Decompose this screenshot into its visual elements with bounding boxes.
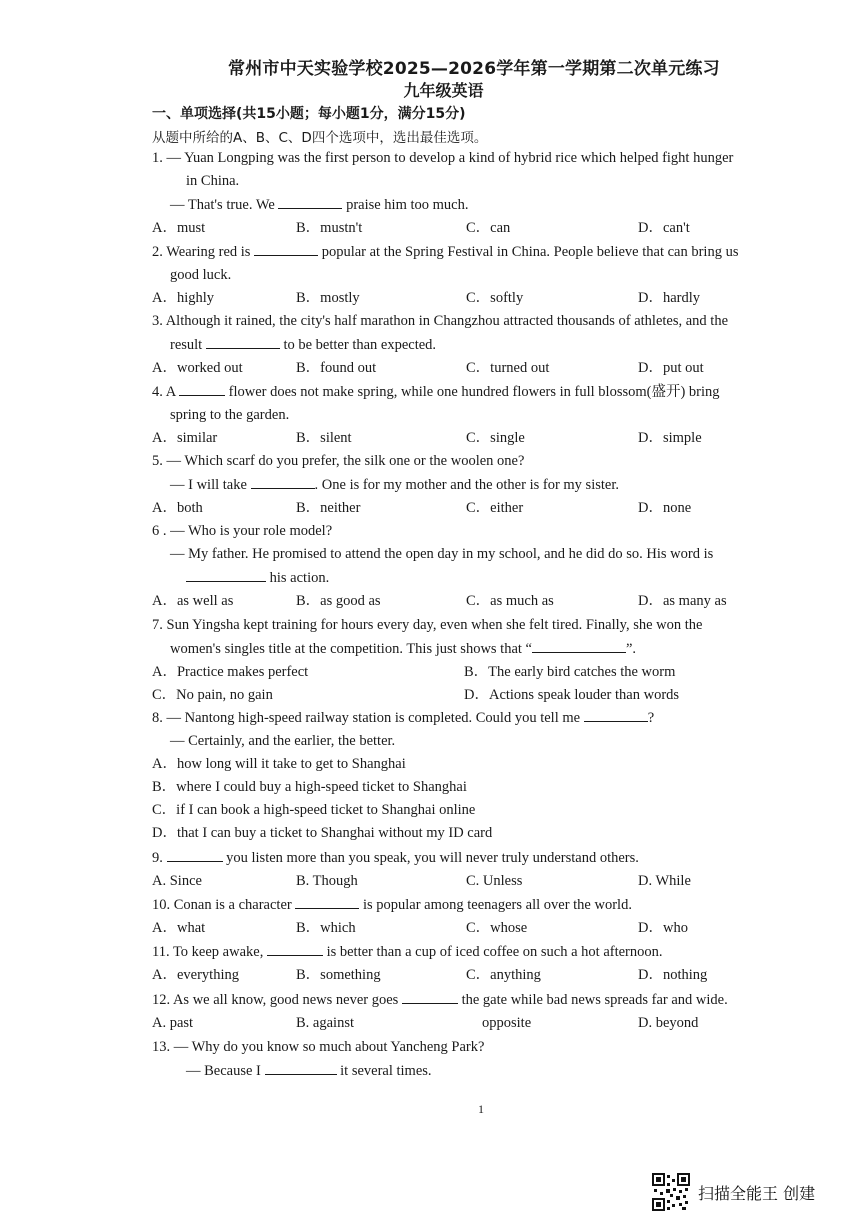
exam-subtitle: 九年级英语: [403, 81, 484, 100]
question-text: in China.: [186, 173, 240, 189]
options-row: [152, 684, 822, 707]
answer-blank: [167, 846, 223, 862]
options-row: [152, 427, 822, 450]
option-c[interactable]: C. Unless: [466, 873, 523, 889]
option-b[interactable]: B．something: [296, 967, 381, 983]
option-a[interactable]: A．must: [152, 220, 206, 236]
question-9: [152, 846, 822, 893]
question-13: [152, 1036, 822, 1083]
option-c[interactable]: C．anything: [466, 967, 541, 983]
question-text: 5. — Which scarf do you prefer, the silk one or the woolen one?: [152, 453, 525, 469]
options-row: [152, 357, 822, 380]
question-text: — That's true. We praise him too much.: [152, 193, 822, 217]
question-text: 10. Conan is a character is popular among teenagers all over the world.: [152, 893, 822, 917]
option-a[interactable]: A．Practice makes perfect: [152, 664, 309, 680]
options-row: [152, 217, 822, 240]
option-c[interactable]: C．as much as: [466, 593, 554, 609]
question-text: — I will take . One is for my mother and the other is for my sister.: [152, 473, 822, 497]
option-a[interactable]: A．as well as: [152, 593, 234, 609]
option-d[interactable]: D．hardly: [638, 290, 701, 306]
option-c[interactable]: C．No pain, no gain: [152, 687, 273, 703]
option-a[interactable]: A．worked out: [152, 360, 243, 376]
question-10: [152, 893, 822, 940]
answer-blank: [254, 240, 318, 256]
option-b[interactable]: B．The early bird catches the worm: [464, 664, 676, 680]
question-11: [152, 940, 822, 987]
scanner-brand-label: 扫描全能王 创建: [698, 1183, 816, 1203]
question-text: 4. A flower does not make spring, while one hundred flowers in full blossom(盛开) bring: [152, 380, 822, 404]
answer-blank: [295, 893, 359, 909]
option-a[interactable]: A．what: [152, 920, 206, 936]
answer-blank: [267, 940, 323, 956]
question-4: [152, 380, 822, 450]
option-c[interactable]: C．softly: [466, 290, 524, 306]
option-b[interactable]: B. against: [296, 1015, 354, 1031]
question-text: 12. As we all know, good news never goes the gate while bad news spreads far and wide.: [152, 988, 822, 1012]
options-row: [152, 497, 822, 520]
option-a[interactable]: A．how long will it take to get to Shanghai: [152, 756, 406, 772]
options-row: [152, 870, 822, 893]
option-d[interactable]: D．that I can buy a ticket to Shanghai without my ID card: [152, 825, 493, 841]
question-text: 1. — Yuan Longping was the first person to develop a kind of hybrid rice which helped fight hunger: [152, 150, 734, 166]
option-c[interactable]: C．either: [466, 500, 524, 516]
options-row: [152, 964, 822, 987]
option-a[interactable]: A．similar: [152, 430, 218, 446]
option-c[interactable]: C．turned out: [466, 360, 550, 376]
answer-blank: [265, 1059, 337, 1075]
option-d[interactable]: D. While: [638, 873, 691, 889]
answer-blank: [251, 473, 315, 489]
option-a[interactable]: A．everything: [152, 967, 239, 983]
question-text: 7. Sun Yingsha kept training for hours every day, even when she felt tired. Finally, she won the: [152, 617, 703, 633]
question-text: spring to the garden.: [170, 407, 290, 423]
option-b[interactable]: B. Though: [296, 873, 358, 889]
option-a[interactable]: A．highly: [152, 290, 215, 306]
option-d[interactable]: D．put out: [638, 360, 704, 376]
option-d[interactable]: D．simple: [638, 430, 702, 446]
option-a[interactable]: A．both: [152, 500, 203, 516]
scanner-watermark: [652, 1172, 815, 1212]
option-d[interactable]: D．can't: [638, 220, 690, 236]
option-d[interactable]: D．nothing: [638, 967, 708, 983]
section-instruction: 从题中所给的A、B、C、D四个选项中，选出最佳选项。: [152, 130, 488, 146]
question-text: — My father. He promised to attend the open day in my school, and he did do so. His word is: [170, 546, 714, 562]
question-text: — Certainly, and the earlier, the better.: [170, 733, 396, 749]
question-text: good luck.: [170, 267, 232, 283]
option-b[interactable]: B．where I could buy a high-speed ticket to Shanghai: [152, 779, 467, 795]
question-7: [152, 614, 822, 707]
options-row: [152, 287, 822, 310]
question-1: [152, 147, 822, 240]
answer-blank: [402, 988, 458, 1004]
option-b[interactable]: B．mustn't: [296, 220, 363, 236]
qr-code-icon: [652, 1173, 690, 1211]
question-text: 9. you listen more than you speak, you will never truly understand others.: [152, 846, 822, 870]
question-text: 11. To keep awake, is better than a cup of iced coffee on such a hot afternoon.: [152, 940, 822, 964]
option-b[interactable]: B．silent: [296, 430, 352, 446]
options-row: [152, 1012, 822, 1035]
option-c[interactable]: C．whose: [466, 920, 528, 936]
option-b[interactable]: B．neither: [296, 500, 361, 516]
option-d[interactable]: D．Actions speak louder than words: [464, 687, 680, 703]
question-text: 13. — Why do you know so much about Yancheng Park?: [152, 1039, 485, 1055]
question-text: 3. Although it rained, the city's half marathon in Changzhou attracted thousands of athletes, and the: [152, 313, 729, 329]
question-text: 6 . — Who is your role model?: [152, 523, 333, 539]
question-text: 8. — Nantong high-speed railway station is completed. Could you tell me ?: [152, 706, 822, 730]
option-b[interactable]: B．mostly: [296, 290, 360, 306]
question-text: his action.: [152, 566, 822, 590]
option-d[interactable]: D. beyond: [638, 1015, 699, 1031]
option-c[interactable]: C．can: [466, 220, 511, 236]
question-2: [152, 240, 822, 310]
answer-blank: [179, 380, 225, 396]
section-heading: 一、单项选择(共15小题；每小题1分，满分15分): [152, 106, 466, 122]
exam-title: 常州市中天实验学校2025—2026学年第一学期第二次单元练习: [228, 59, 720, 79]
option-c[interactable]: opposite: [482, 1015, 532, 1031]
answer-blank: [206, 333, 280, 349]
option-d[interactable]: D．who: [638, 920, 688, 936]
option-d[interactable]: D．as many as: [638, 593, 727, 609]
answer-blank: [532, 637, 626, 653]
question-text: women's singles title at the competition. This just shows that “ ”.: [152, 637, 822, 661]
question-6: [152, 520, 822, 613]
answer-blank: [278, 193, 342, 209]
answer-blank: [584, 706, 648, 722]
question-8: [152, 706, 822, 845]
question-5: [152, 450, 822, 520]
option-b[interactable]: B．as good as: [296, 593, 381, 609]
option-b[interactable]: B．which: [296, 920, 356, 936]
answer-blank: [186, 566, 266, 582]
option-c[interactable]: C．single: [466, 430, 525, 446]
question-3: [152, 310, 822, 380]
question-text: — Because I it several times.: [152, 1059, 822, 1083]
option-b[interactable]: B．found out: [296, 360, 377, 376]
question-12: [152, 988, 822, 1035]
options-row: [152, 590, 822, 613]
option-a[interactable]: A. Since: [152, 873, 202, 889]
option-a[interactable]: A. past: [152, 1015, 194, 1031]
question-text: result to be better than expected.: [152, 333, 822, 357]
options-row: [152, 917, 822, 940]
page-number: 1: [478, 1102, 484, 1116]
option-c[interactable]: C．if I can book a high-speed ticket to Shanghai online: [152, 802, 476, 818]
option-d[interactable]: D．none: [638, 500, 692, 516]
options-row: [152, 661, 822, 684]
question-text: 2. Wearing red is popular at the Spring Festival in China. People believe that can bring us: [152, 240, 822, 264]
